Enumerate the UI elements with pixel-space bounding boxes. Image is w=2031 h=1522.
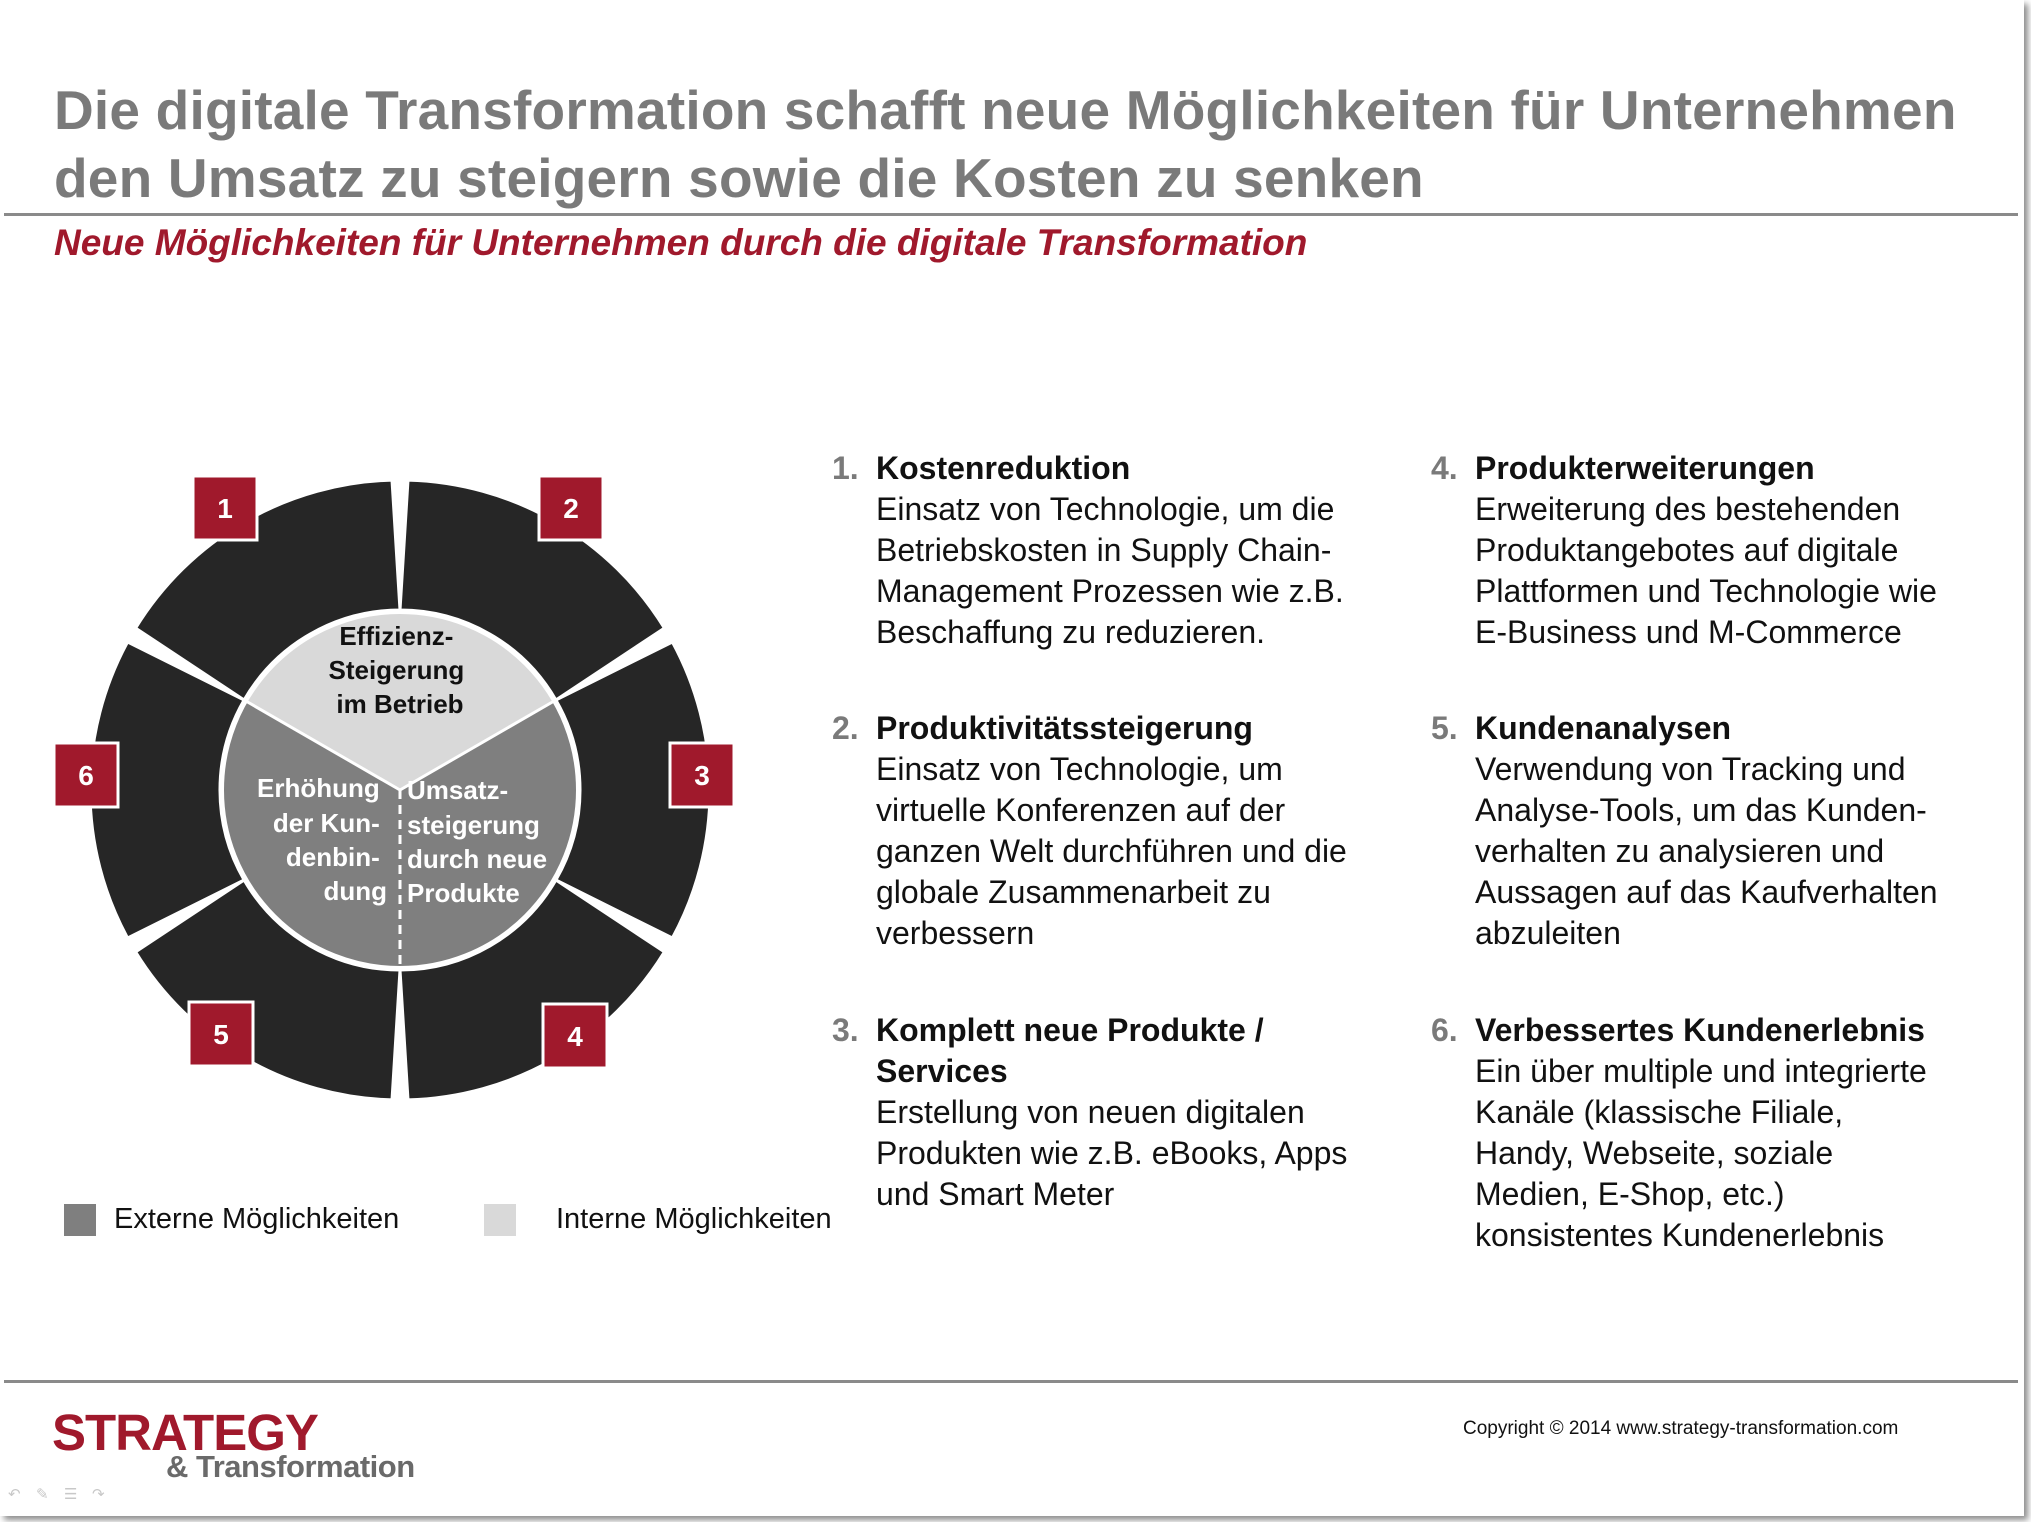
item-title: Verbessertes Kundenerlebnis	[1475, 1012, 1925, 1048]
item-number: 3.	[832, 1012, 859, 1048]
marker-3	[670, 743, 734, 807]
center-right-line: Produkte	[407, 878, 520, 908]
marker-label: 5	[213, 1019, 229, 1050]
item-title: Produkterweiterungen	[1475, 450, 1815, 486]
legend-item-internal	[484, 1203, 832, 1236]
center-left-line: dung	[323, 876, 387, 906]
page-subtitle: Neue Möglichkeiten für Unternehmen durch die digitale Transformation	[54, 222, 1308, 263]
back-arrow-icon[interactable]: ↶	[8, 1486, 21, 1503]
marker-label: 6	[78, 760, 94, 791]
list-item-2	[832, 708, 1436, 954]
list-item-1	[832, 448, 1436, 653]
item-title: Kostenreduktion	[876, 450, 1131, 486]
center-left-line: denbin-	[285, 842, 380, 872]
menu-icon[interactable]: ☰	[64, 1486, 78, 1503]
item-body: Erweiterung des bestehenden Produktangebotes auf digitale Plattformen und Technologie wie E-Business und M-Commerce	[1475, 491, 1937, 650]
center-right-line: durch neue	[407, 844, 548, 874]
center-top-line: Effizienz-	[339, 621, 454, 651]
copyright-text: Copyright © 2014 www.strategy-transformation.com	[1463, 1418, 1899, 1439]
marker-label: 1	[217, 493, 233, 524]
item-body: Einsatz von Technologie, um die Betriebskosten in Supply Chain- Management Prozessen wie z.B. Beschaffung zu reduzieren.	[876, 491, 1344, 650]
item-body: Erstellung von neuen digitalen Produkten wie z.B. eBooks, Apps und Smart Meter	[876, 1094, 1348, 1212]
logo-transformation: & Transformation	[166, 1449, 415, 1484]
title-line-2: den Umsatz zu steigern sowie die Kosten zu senken	[54, 147, 1424, 209]
marker-label: 4	[567, 1021, 583, 1052]
marker-6	[54, 743, 118, 807]
legend-swatch-internal	[484, 1204, 516, 1236]
legend-label-internal: Interne Möglichkeiten	[556, 1203, 832, 1235]
marker-2	[539, 476, 603, 540]
legend-label-external: Externe Möglichkeiten	[114, 1203, 400, 1235]
center-left-line: der Kun-	[272, 808, 380, 838]
center-right-line: steigerung	[407, 810, 540, 840]
pen-icon[interactable]: ✎	[36, 1486, 49, 1503]
marker-1	[193, 476, 257, 540]
center-top-label	[328, 621, 471, 719]
item-title: Produktivitätssteigerung	[876, 710, 1253, 746]
item-body: Ein über multiple und integrierte Kanäle (klassische Filiale, Handy, Webseite, soziale Medien, E-Shop, etc.) konsistentes Kundenerlebnis	[1475, 1053, 1927, 1253]
item-body: Einsatz von Technologie, um virtuelle Konferenzen auf der ganzen Welt durchführen und die globale Zusammenarbeit zu verbessern	[876, 751, 1347, 951]
legend-swatch-external	[64, 1204, 96, 1236]
marker-4	[543, 1004, 607, 1068]
center-right-line: Umsatz-	[407, 775, 509, 805]
item-title: Komplett neue Produkte / Services	[876, 1012, 1264, 1089]
list-item-6	[1431, 1010, 2024, 1256]
footer-divider	[4, 1380, 2018, 1383]
logo-strategy: STRATEGY	[52, 1404, 318, 1461]
marker-label: 3	[694, 760, 710, 791]
marker-5	[189, 1002, 253, 1066]
center-left-line: Erhöhung	[257, 773, 380, 803]
list-item-3	[832, 1010, 1348, 1215]
list-item-5	[1431, 708, 2024, 954]
forward-arrow-icon[interactable]: ↷	[92, 1486, 105, 1503]
item-body: Verwendung von Tracking und Analyse-Tools, um das Kunden- verhalten zu analysieren und Aussagen auf das Kaufverhalten abzuleiten	[1475, 751, 1938, 951]
item-number: 6.	[1431, 1012, 1458, 1048]
item-number: 2.	[832, 710, 859, 746]
center-top-line: Steigerung	[328, 655, 465, 685]
slideshow-controls	[8, 1488, 111, 1502]
item-number: 1.	[832, 450, 859, 486]
item-number: 4.	[1431, 450, 1458, 486]
legend-item-external	[64, 1203, 399, 1236]
list-item-4	[1431, 448, 2024, 653]
item-title: Kundenanalysen	[1475, 710, 1732, 746]
title-line-1: Die digitale Transformation schafft neue Möglichkeiten für Unternehmen	[54, 79, 1957, 141]
item-number: 5.	[1431, 710, 1458, 746]
marker-label: 2	[563, 493, 579, 524]
center-top-line: im Betrieb	[336, 689, 464, 719]
